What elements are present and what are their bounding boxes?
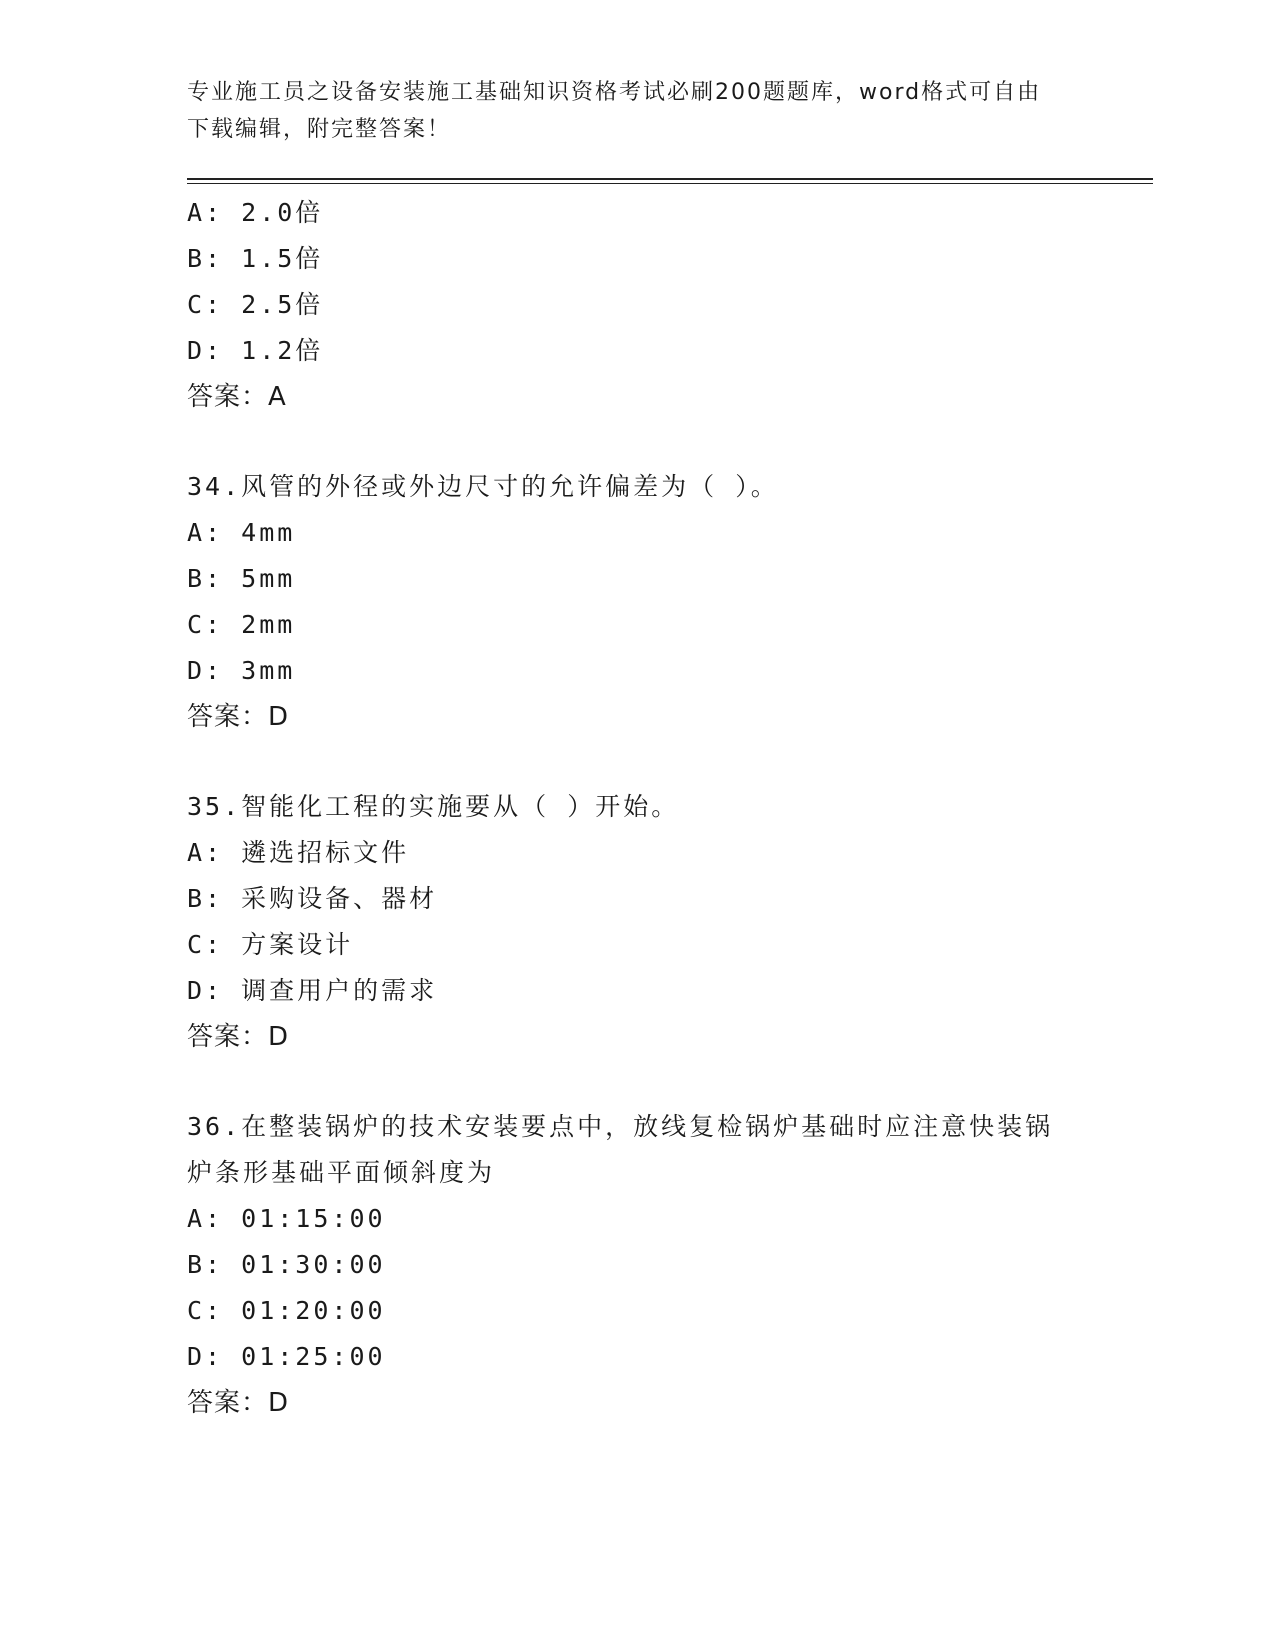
option-a: A: 01:15:00 [187,1204,386,1233]
option-d: D: 调查用户的需求 [187,976,438,1005]
option-a: A: 遴选招标文件 [187,838,410,867]
question-text-line-1: 36.在整装锅炉的技术安装要点中，放线复检锅炉基础时应注意快装锅 [187,1112,1054,1141]
option-c: C: 方案设计 [187,930,354,959]
question-35 [187,784,1087,1060]
option-d: D: 1.2倍 [187,336,324,365]
answer: 答案：A [187,382,287,412]
question-34 [187,464,1087,740]
answer: 答案：D [187,1022,290,1052]
document-header [187,74,1067,148]
question-text-line-2: 炉条形基础平面倾斜度为 [187,1158,496,1187]
option-c: C: 2.5倍 [187,290,324,319]
option-a: A: 4mm [187,518,296,547]
answer: 答案：D [187,1388,290,1418]
question-33 [187,190,1087,420]
option-c: C: 01:20:00 [187,1296,386,1325]
option-b: B: 01:30:00 [187,1250,386,1279]
option-d: D: 3mm [187,656,296,685]
header-line-2: 下载编辑，附完整答案！ [187,117,452,142]
option-d: D: 01:25:00 [187,1342,386,1371]
option-c: C: 2mm [187,610,296,639]
option-b: B: 采购设备、器材 [187,884,438,913]
question-text: 35.智能化工程的实施要从（ ）开始。 [187,792,680,821]
answer: 答案：D [187,702,290,732]
question-text: 34.风管的外径或外边尺寸的允许偏差为（ ）。 [187,472,779,501]
header-line-1: 专业施工员之设备安装施工基础知识资格考试必刷200题题库，word格式可自由 [187,80,1042,105]
option-a: A: 2.0倍 [187,198,324,227]
option-b: B: 5mm [187,564,296,593]
header-divider-thin [187,183,1153,184]
header-divider [187,178,1153,180]
question-36 [187,1104,1087,1426]
question-list [187,190,1087,1426]
option-b: B: 1.5倍 [187,244,324,273]
